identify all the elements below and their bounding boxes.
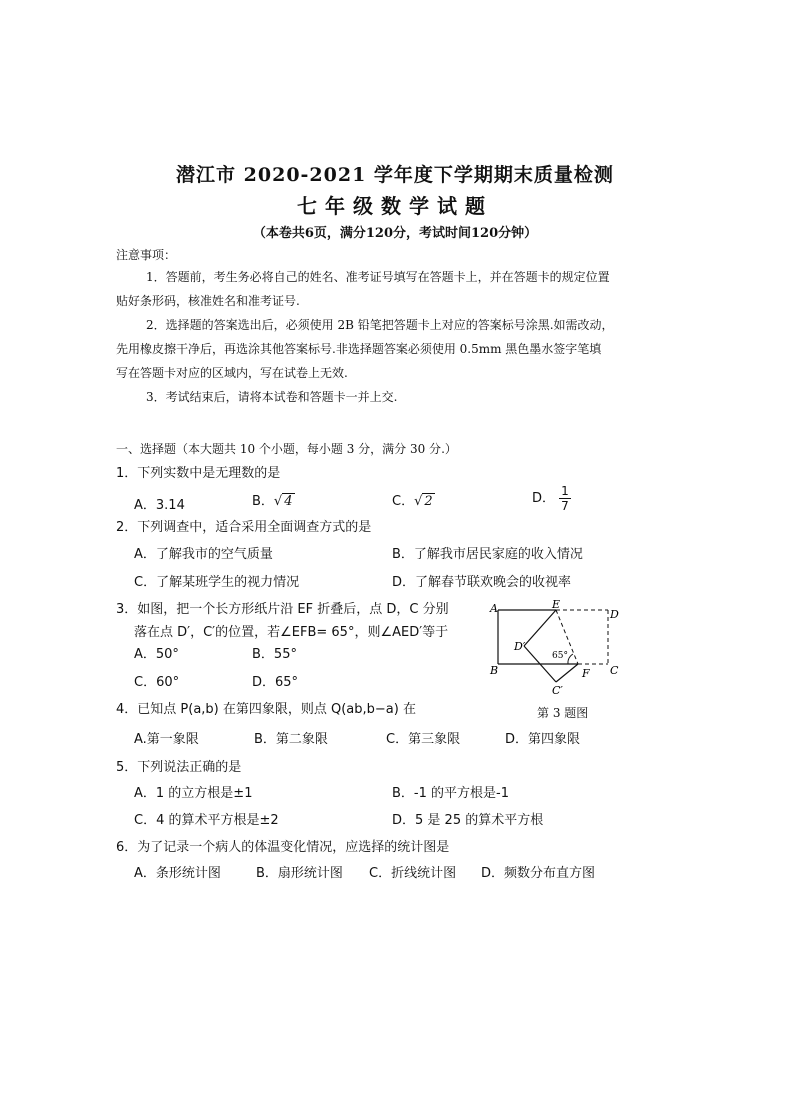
question-4-option-c[interactable]: C．第三象限	[386, 732, 461, 747]
question-5-option-d[interactable]: D．5 是 25 的算术平方根	[392, 813, 544, 828]
question-4-stem: 4．已知点 P(a,b) 在第四象限，则点 Q(ab,b−a) 在	[116, 702, 416, 717]
notice-item-2-line-2: 先用橡皮擦干净后，再选涂其他答案标号.非选择题答案必须使用 0.5mm 黑色墨水签字笔填	[116, 342, 602, 356]
question-6-stem: 6．为了记录一个病人的体温变化情况，应选择的统计图是	[116, 840, 450, 855]
exam-title-region: 潜江市 2020-2021 学年度下学期期末质量检测	[176, 164, 614, 186]
question-3-option-b[interactable]: B．55°	[252, 647, 297, 662]
question-3-option-d[interactable]: D．65°	[252, 675, 299, 690]
question-2-stem: 2．下列调查中，适合采用全面调查方式的是	[116, 520, 372, 535]
label-f: F	[582, 667, 590, 680]
label-e: E	[552, 600, 561, 611]
label-angle: 65°	[552, 651, 568, 661]
radicand: 2	[424, 494, 433, 509]
question-4-option-d[interactable]: D．第四象限	[505, 732, 581, 747]
question-3-stem-line-1: 3．如图，把一个长方形纸片沿 EF 折叠后，点 D，C 分别	[116, 602, 449, 617]
label-b: B	[490, 664, 499, 677]
question-1-stem: 1．下列实数中是无理数的是	[116, 466, 281, 481]
option-label: D．	[532, 491, 556, 506]
notice-item-3: 3．考试结束后，请将本试卷和答题卡一并上交.	[146, 390, 398, 404]
label-a: A	[490, 602, 498, 615]
option-label: C．	[392, 494, 415, 509]
edge-ed1	[524, 610, 556, 646]
fraction-numerator: 1	[561, 484, 569, 498]
question-5-option-c[interactable]: C．4 的算术平方根是±2	[134, 813, 279, 828]
sqrt-expression: √ 4	[273, 494, 293, 509]
section-heading: 一、选择题（本大题共 10 个小题，每小题 3 分，满分 30 分.）	[116, 442, 457, 456]
notice-heading: 注意事项：	[116, 248, 177, 262]
question-3-figure	[484, 600, 624, 700]
sqrt-expression: √ 2	[414, 494, 433, 509]
question-2-option-d[interactable]: D．了解春节联欢晚会的收视率	[392, 575, 572, 590]
question-3-stem-line-2: 落在点 D′，C′的位置，若∠EFB= 65°，则∠AED′等于	[134, 625, 449, 640]
label-d: D	[610, 608, 619, 621]
notice-item-2-line-1: 2．选择题的答案选出后，必须使用 2B 铅笔把答题卡上对应的答案标号涂黑.如需改动，	[146, 318, 614, 332]
question-2-option-c[interactable]: C．了解某班学生的视力情况	[134, 575, 300, 590]
question-6-option-d[interactable]: D．频数分布直方图	[481, 866, 596, 881]
label-d-prime: D′	[514, 640, 526, 653]
question-3-figure-caption: 第 3 题图	[537, 706, 589, 720]
question-1-option-b[interactable]	[252, 490, 295, 509]
question-6-option-a[interactable]: A．条形统计图	[134, 866, 221, 881]
question-1-option-c[interactable]	[392, 490, 435, 509]
question-5-option-a[interactable]: A．1 的立方根是±1	[134, 786, 253, 801]
notice-item-1-line-1: 1．答题前，考生务必将自己的姓名、准考证号填写在答题卡上，并在答题卡的规定位置	[146, 270, 610, 284]
option-label: B．	[252, 494, 274, 509]
question-3-option-c[interactable]: C．60°	[134, 675, 180, 690]
question-4-option-b[interactable]: B．第二象限	[254, 732, 328, 747]
fraction	[559, 484, 571, 513]
question-5-option-b[interactable]: B．-1 的平方根是-1	[392, 786, 509, 801]
exam-title-subject: 七年级数学试题	[297, 194, 493, 218]
label-c-prime: C′	[552, 684, 563, 697]
angle-arc	[568, 654, 573, 664]
option-label: A．	[134, 498, 156, 513]
label-c: C	[610, 664, 619, 677]
notice-item-2-line-3: 写在答题卡对应的区域内，写在试卷上无效.	[116, 366, 348, 380]
notice-item-1-line-2: 贴好条形码，核准姓名和准考证号.	[116, 294, 300, 308]
exam-info: （本卷共6页，满分120分，考试时间120分钟）	[252, 226, 538, 241]
question-2-option-b[interactable]: B．了解我市居民家庭的收入情况	[392, 547, 583, 562]
radicand: 4	[284, 494, 293, 509]
fraction-denominator: 7	[561, 499, 569, 513]
question-6-option-b[interactable]: B．扇形统计图	[256, 866, 343, 881]
question-5-stem: 5．下列说法正确的是	[116, 760, 242, 775]
question-3-option-a[interactable]: A．50°	[134, 647, 179, 662]
question-4-option-a[interactable]: A.第一象限	[134, 732, 199, 747]
question-1-option-d[interactable]	[532, 484, 571, 513]
question-1-option-a[interactable]	[134, 494, 185, 513]
edge-c1f	[556, 664, 578, 682]
question-6-option-c[interactable]: C．折线统计图	[369, 866, 457, 881]
option-value: 3.14	[155, 498, 185, 513]
question-2-option-a[interactable]: A．了解我市的空气质量	[134, 547, 273, 562]
